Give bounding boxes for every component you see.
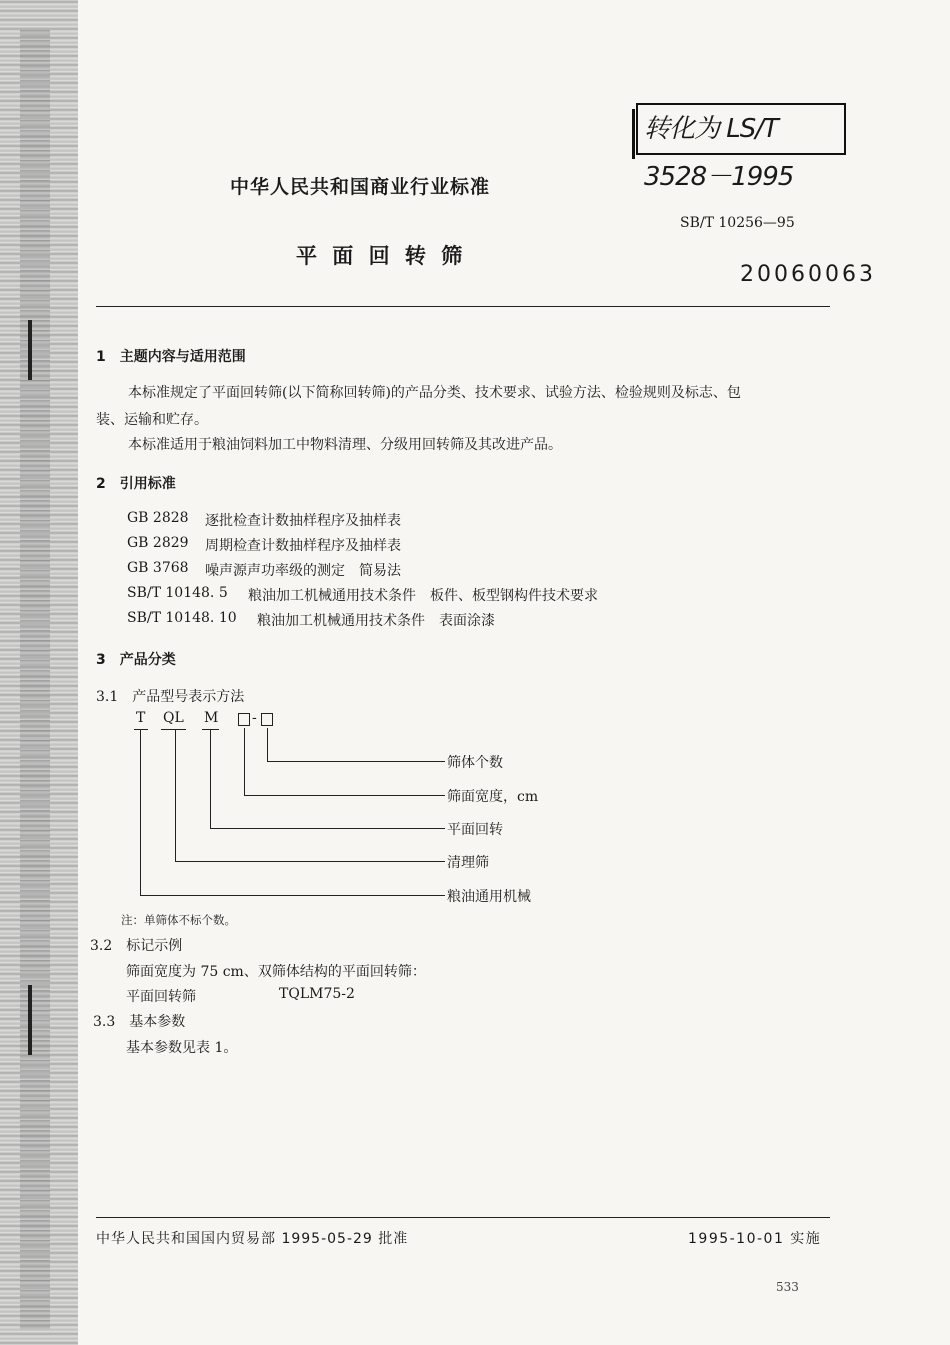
model-box-width	[238, 713, 250, 726]
model-label: 粮油通用机械	[447, 889, 531, 905]
connector-line	[210, 828, 445, 829]
reference-title: 周期检查计数抽样程序及抽样表	[205, 538, 401, 554]
footer-rule	[96, 1217, 830, 1218]
reference-code: GB 2829	[127, 535, 189, 551]
header-rule	[96, 306, 830, 307]
model-part-dash: -	[252, 710, 257, 726]
connector-line	[244, 795, 445, 796]
model-label: 筛体个数	[447, 755, 503, 771]
scan-mark	[28, 320, 32, 380]
reference-title: 粮油加工机械通用技术条件 板件、板型钢构件技术要求	[248, 588, 598, 604]
doc-title: 平 面 回 转 筛	[296, 244, 467, 268]
connector-line	[267, 761, 445, 762]
reference-code: SB/T 10148. 5	[127, 585, 228, 601]
connector-line	[175, 730, 176, 862]
model-label: 筛面宽度，cm	[447, 789, 539, 805]
section-1-paragraph-1-cont: 装、运输和贮存。	[96, 412, 208, 428]
reference-title: 逐批检查计数抽样程序及抽样表	[205, 513, 401, 529]
reference-code: SB/T 10148. 10	[127, 610, 237, 626]
org-title: 中华人民共和国商业行业标准	[230, 176, 491, 198]
approval-date: 中华人民共和国国内贸易部 1995-05-29 批准	[96, 1231, 409, 1247]
connector-line	[244, 728, 245, 796]
section-1-heading: 1 主题内容与适用范围	[96, 349, 246, 365]
section-3-heading: 3 产品分类	[96, 652, 176, 668]
section-3-1-heading: 3.1 产品型号表示方法	[96, 689, 245, 705]
model-part-t: T	[136, 710, 146, 726]
section-1-paragraph-2: 本标准适用于粮油饲料加工中物料清理、分级用回转筛及其改进产品。	[128, 437, 562, 453]
standard-number: SB/T 10256—95	[680, 215, 795, 231]
scan-mark	[28, 985, 32, 1055]
model-label: 平面回转	[447, 822, 503, 838]
section-3-3-heading: 3.3 基本参数	[93, 1014, 186, 1030]
reference-title: 噪声源声功率级的测定 简易法	[205, 563, 401, 579]
section-1-paragraph-1: 本标准规定了平面回转筛(以下简称回转筛)的产品分类、技术要求、试验方法、检验规则及标志、包	[128, 385, 741, 401]
model-box-count	[261, 713, 273, 726]
section-3-2-heading: 3.2 标记示例	[90, 938, 183, 954]
connector-line	[210, 730, 211, 829]
reference-title: 粮油加工机械通用技术条件 表面涂漆	[257, 613, 495, 629]
model-label: 清理筛	[447, 855, 489, 871]
effective-date: 1995-10-01 实施	[688, 1231, 822, 1247]
page-number: 533	[776, 1280, 799, 1294]
model-part-ql: QL	[163, 710, 184, 726]
example-name: 平面回转筛	[126, 989, 196, 1005]
conversion-stamp: 转化为 LS/T 3528－1995	[636, 103, 846, 155]
reference-code: GB 3768	[127, 560, 189, 576]
reference-code: GB 2828	[127, 510, 189, 526]
section-2-heading: 2 引用标准	[96, 476, 176, 492]
model-note: 注：单筛体不标个数。	[121, 913, 236, 927]
serial-number: 20060063	[740, 262, 876, 287]
connector-line	[267, 728, 268, 762]
section-3-3-text: 基本参数见表 1。	[126, 1040, 238, 1056]
example-model: TQLM75-2	[279, 986, 355, 1002]
scan-edge-binding	[20, 30, 50, 1330]
connector-line	[175, 861, 445, 862]
model-part-m: M	[204, 710, 219, 726]
connector-line	[140, 895, 445, 896]
connector-line	[140, 730, 141, 896]
section-3-2-text: 筛面宽度为 75 cm、双筛体结构的平面回转筛：	[126, 964, 426, 980]
model-underline	[161, 729, 186, 730]
model-underline	[134, 729, 148, 730]
